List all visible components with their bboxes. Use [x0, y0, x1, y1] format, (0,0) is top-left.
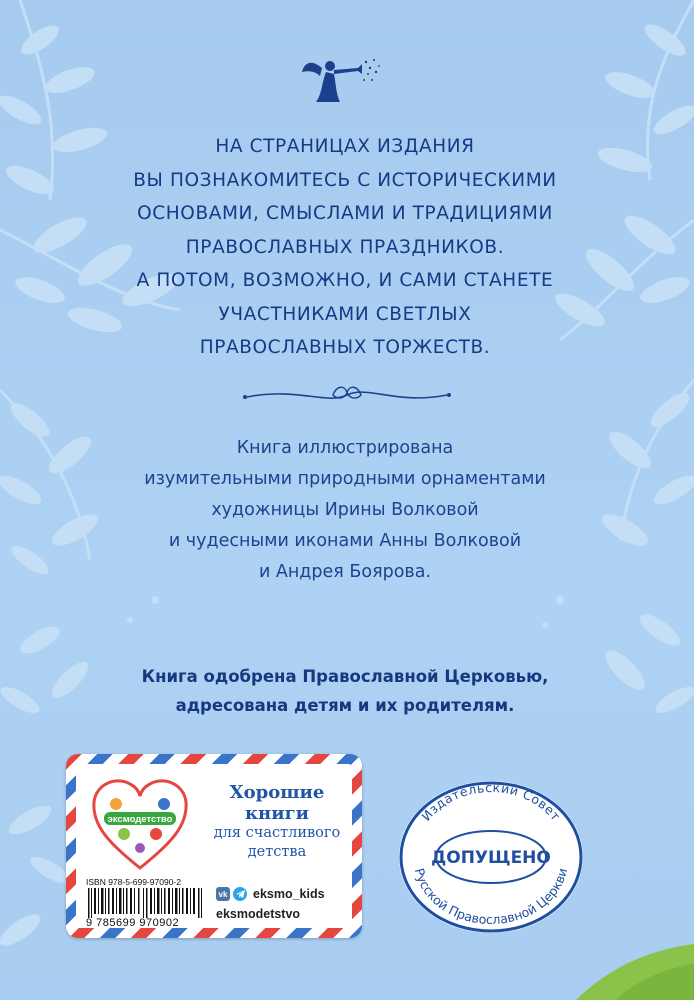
credits-line: изумительными природными орнаментами	[144, 469, 546, 489]
intro-line: ВЫ ПОЗНАКОМИТЕСЬ С ИСТОРИЧЕСКИМИ	[133, 169, 557, 191]
angel-icon	[300, 54, 382, 104]
intro-line: НА СТРАНИЦАХ ИЗДАНИЯ	[215, 136, 475, 157]
intro-line: УЧАСТНИКАМИ СВЕТЛЫХ	[218, 303, 472, 325]
brand-logo-text: эксмодетство	[107, 814, 173, 825]
slogan-line: для счастливого	[213, 825, 341, 841]
barcode-number: 9 785699 970902	[86, 917, 180, 929]
approval-text	[80, 662, 610, 720]
isbn-label: ISBN 978-5-699-97090-2	[86, 877, 181, 887]
credits-line: и чудесными иконами Анны Волковой	[168, 531, 522, 551]
brand-heart-logo	[90, 774, 190, 872]
seal-bottom-text: Русской Православной Церкви	[411, 866, 571, 928]
telegram-icon	[233, 887, 247, 901]
credits-line: художницы Ирины Волковой	[211, 500, 479, 520]
slogan-line: Хорошие	[229, 782, 325, 803]
sticker-body	[76, 764, 352, 928]
publisher-sticker	[66, 754, 362, 938]
seal-top-text: Издательский Совет	[418, 779, 564, 824]
social-row-kids	[216, 884, 325, 904]
social-row-detstvo	[216, 904, 325, 924]
intro-line: ПРАВОСЛАВНЫХ ПРАЗДНИКОВ.	[185, 236, 505, 258]
intro-line: А ПОТОМ, ВОЗМОЖНО, И САМИ СТАНЕТЕ	[136, 270, 554, 291]
illustration-credits	[80, 433, 610, 588]
intro-line: ПРАВОСЛАВНЫХ ТОРЖЕСТВ.	[199, 337, 491, 358]
approval-line: адресована детям и их родителям.	[175, 696, 515, 715]
slogan-line: книги	[245, 803, 309, 824]
intro-line: ОСНОВАМИ, СМЫСЛАМИ И ТРАДИЦИЯМИ	[137, 203, 553, 224]
flourish-divider	[237, 383, 457, 407]
grass-decoration	[576, 930, 694, 1000]
social-handle-kids[interactable]: eksmo_kids	[253, 887, 325, 901]
social-handle-detstvo[interactable]: eksmodetstvo	[216, 907, 301, 921]
slogan	[208, 782, 346, 862]
intro-text	[80, 130, 610, 365]
slogan-line: детства	[247, 844, 307, 860]
approval-line: Книга одобрена Православной Церковью,	[141, 667, 549, 686]
church-approval-seal	[396, 778, 586, 936]
barcode	[86, 888, 208, 918]
social-links	[216, 884, 325, 924]
vk-icon: vk	[216, 887, 230, 901]
credits-line: Книга иллюстрирована	[236, 438, 454, 458]
seal-center-text: ДОПУЩЕНО	[431, 848, 551, 868]
credits-line: и Андрея Боярова.	[258, 562, 432, 582]
